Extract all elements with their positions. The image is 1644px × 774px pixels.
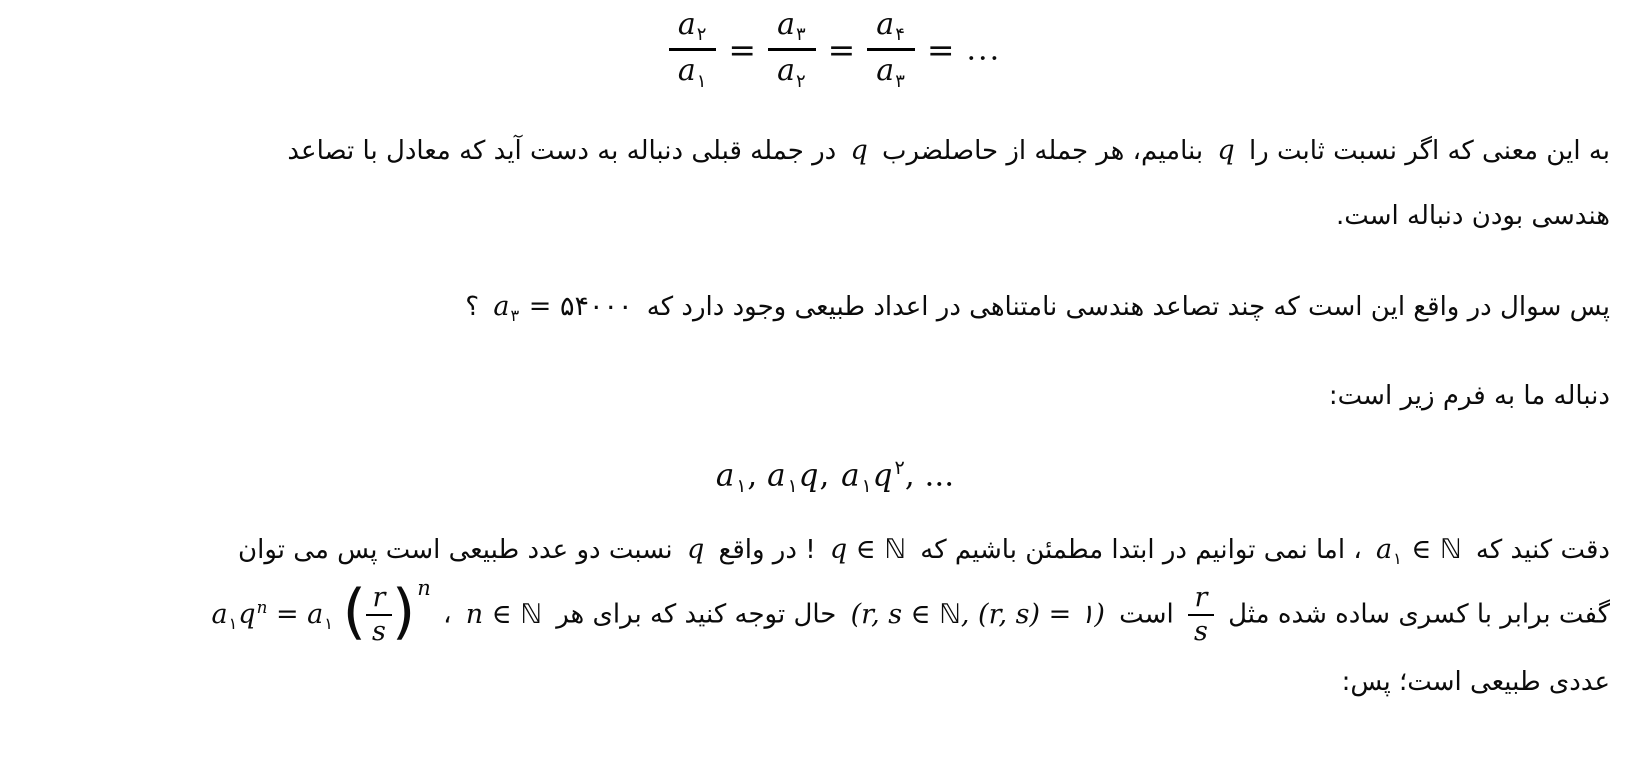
math-subscript: ۱ bbox=[861, 476, 872, 498]
text-segment: به این معنی که اگر نسبت ثابت را bbox=[1248, 136, 1610, 166]
inline-fraction-r-over-s bbox=[1182, 582, 1220, 648]
math-var: a bbox=[777, 7, 795, 42]
fraction-denominator bbox=[867, 48, 915, 91]
math-subscript: ۳ bbox=[895, 70, 905, 92]
math-superscript: n bbox=[417, 575, 431, 600]
text-segment: ! در واقع bbox=[718, 535, 816, 566]
math-number: ۵۴۰۰۰ bbox=[560, 291, 633, 323]
math-subscript: ۱ bbox=[787, 476, 798, 498]
text-segment: حال توجه کنید که برای هر bbox=[556, 599, 837, 630]
close-paren: ) bbox=[391, 577, 416, 648]
text-segment: است bbox=[1119, 599, 1174, 630]
math-subscript: ۱ bbox=[324, 613, 333, 633]
element-of-sign: ∈ bbox=[855, 534, 876, 566]
paragraph-note-line2 bbox=[60, 575, 1610, 648]
ellipsis: ... bbox=[966, 32, 1002, 68]
sequence-formula bbox=[60, 456, 1610, 497]
math-superscript: ۲ bbox=[894, 456, 905, 480]
math-superscript: n bbox=[256, 596, 268, 617]
equals-sign: = bbox=[827, 30, 856, 70]
text-segment: نسبت دو عدد طبیعی است پس می توان bbox=[238, 535, 673, 566]
math-var: a bbox=[677, 53, 696, 89]
fraction-denominator bbox=[669, 48, 717, 91]
math-var: q bbox=[238, 598, 256, 630]
math-subscript: ۱ bbox=[696, 70, 707, 92]
math-subscript: ۲ bbox=[696, 24, 707, 46]
math-var: a bbox=[767, 457, 787, 494]
fraction-numerator bbox=[669, 8, 717, 48]
equals-sign: = bbox=[728, 30, 757, 70]
text-segment: دنباله ما به فرم زیر است: bbox=[1328, 380, 1610, 411]
fraction-numerator bbox=[768, 8, 816, 48]
element-of-sign: ∈ bbox=[1411, 534, 1432, 566]
fraction-denominator bbox=[768, 48, 816, 91]
text-segment: ، اما نمی توانیم در ابتدا مطمئن باشیم که bbox=[920, 535, 1362, 566]
math-var: a bbox=[493, 291, 510, 323]
element-of-sign: ∈ bbox=[491, 598, 512, 630]
natural-numbers-symbol: ℕ bbox=[1440, 534, 1462, 566]
equals-sign: = bbox=[528, 291, 552, 323]
open-paren: ( bbox=[342, 577, 366, 648]
ellipsis: ... bbox=[924, 457, 955, 494]
math-subscript: ۱ bbox=[228, 613, 238, 633]
natural-numbers-symbol: ℕ bbox=[520, 598, 542, 630]
math-subscript: ۳ bbox=[510, 305, 520, 325]
inline-math-rs-condition: (r, s ∈ ℕ, (r, s) = ۱) bbox=[850, 598, 1105, 630]
math-subscript: ۴ bbox=[895, 24, 905, 46]
fraction bbox=[366, 583, 392, 647]
fraction-denominator: s bbox=[1188, 614, 1214, 647]
text-segment: گفت برابر با کسری ساده شده مثل bbox=[1228, 599, 1610, 630]
text-segment: دقت کنید که bbox=[1475, 535, 1610, 566]
paragraph-sequence-intro bbox=[60, 376, 1610, 416]
math-subscript: ۱ bbox=[736, 476, 747, 498]
inline-math-a1-in-N bbox=[1370, 534, 1468, 568]
fraction-a4-over-a3 bbox=[867, 8, 915, 92]
math-var: a bbox=[777, 53, 795, 89]
math-subscript: ۲ bbox=[795, 70, 806, 92]
math-var: a bbox=[211, 598, 228, 630]
math-var: q bbox=[798, 457, 820, 494]
text-segment: بنامیم، هر جمله از حاصلضرب bbox=[882, 136, 1204, 166]
text-segment: در جمله قبلی دنباله به دست آید که معادل با تصاعد bbox=[287, 136, 837, 166]
natural-numbers-symbol: ℕ bbox=[884, 534, 907, 566]
math-subscript: ۳ bbox=[795, 24, 806, 46]
ratio-equation bbox=[60, 0, 1610, 96]
paragraph-question bbox=[60, 286, 1610, 328]
fraction-denominator: s bbox=[366, 614, 392, 647]
math-var: q bbox=[872, 457, 894, 494]
math-var: a bbox=[1376, 534, 1393, 566]
math-var: n bbox=[465, 598, 484, 630]
paragraph-ratio-meaning-line2 bbox=[60, 196, 1610, 236]
math-var: q bbox=[829, 534, 848, 566]
fraction bbox=[1188, 583, 1214, 647]
math-var: a bbox=[677, 7, 696, 42]
inline-math-a1qn-equation bbox=[205, 575, 434, 648]
inline-math-q: q bbox=[686, 534, 705, 566]
fraction-numerator: r bbox=[1194, 582, 1208, 614]
inline-math-q: q bbox=[1217, 135, 1235, 166]
paragraph-ratio-meaning-line1 bbox=[60, 130, 1610, 172]
text-segment: پس سوال در واقع این است که چند تصاعد هندسی نامتناهی در اعداد طبیعی وجود دارد که bbox=[646, 292, 1610, 323]
inline-math-q-in-N bbox=[824, 534, 912, 565]
math-var: a bbox=[876, 7, 895, 42]
paragraph-conclusion bbox=[60, 662, 1610, 702]
math-var: a bbox=[307, 598, 324, 630]
text-segment: هندسی بودن دنباله است. bbox=[1335, 200, 1610, 231]
comma: , bbox=[819, 457, 831, 494]
math-var: a bbox=[841, 457, 861, 494]
math-var: a bbox=[715, 457, 736, 494]
comma: , bbox=[904, 457, 915, 494]
paragraph-note-line1 bbox=[60, 529, 1610, 571]
math-var: a bbox=[876, 53, 895, 89]
text-segment: عددی طبیعی است؛ پس: bbox=[1341, 666, 1610, 697]
fraction-numerator: r bbox=[372, 582, 386, 614]
equals-sign: = bbox=[275, 598, 299, 630]
math-subscript: ۱ bbox=[1393, 548, 1402, 568]
inline-math-n-in-N bbox=[460, 599, 548, 630]
comma: , bbox=[747, 457, 758, 494]
fraction-a2-over-a1 bbox=[669, 8, 717, 92]
equals-sign: = bbox=[926, 30, 955, 70]
question-mark: ؟ bbox=[465, 292, 480, 323]
fraction-numerator bbox=[867, 8, 915, 48]
comma: ، bbox=[443, 599, 452, 630]
fraction-a3-over-a2 bbox=[768, 8, 816, 92]
inline-math-a3-equals-54000 bbox=[487, 291, 638, 325]
inline-math-q: q bbox=[850, 135, 868, 166]
